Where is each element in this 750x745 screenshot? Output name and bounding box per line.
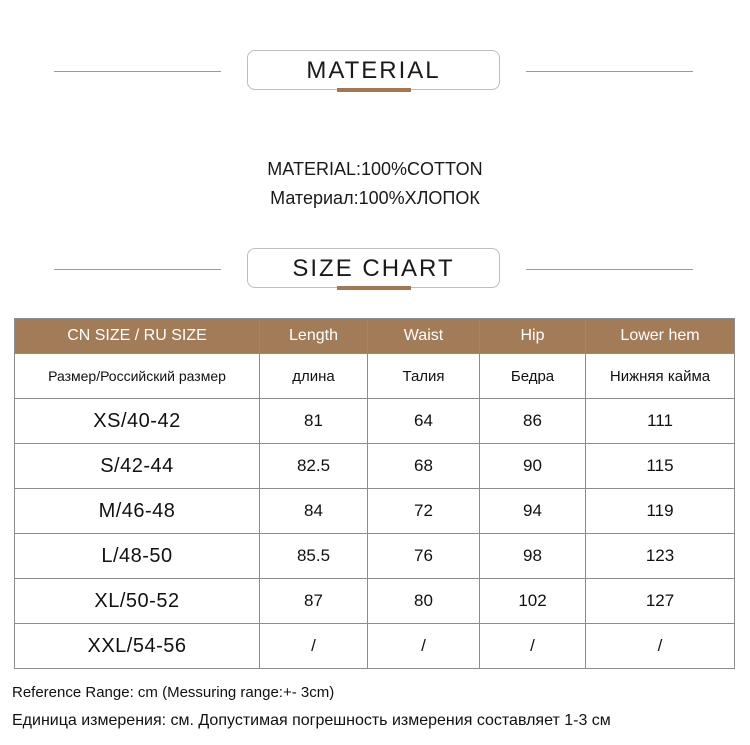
header-length: Length (260, 319, 368, 354)
waist-cell: 64 (368, 399, 480, 444)
header-lower-hem: Lower hem (586, 319, 735, 354)
size-cell: S/42-44 (15, 444, 260, 489)
table-row (15, 489, 735, 534)
lower-hem-cell: 111 (586, 399, 735, 444)
lower-hem-cell: 119 (586, 489, 735, 534)
header-waist: Waist (368, 319, 480, 354)
lower-hem-cell: 123 (586, 534, 735, 579)
material-ru: Материал:100%ХЛОПОК (270, 188, 480, 208)
title-underline (337, 88, 411, 92)
table-header-row (15, 319, 735, 354)
size-cell: XS/40-42 (15, 399, 260, 444)
ru-header-size: Размер/Российский размер (15, 354, 260, 399)
table-ru-header-row (15, 354, 735, 399)
ru-header-waist: Талия (368, 354, 480, 399)
waist-cell: 76 (368, 534, 480, 579)
size-chart-title: SIZE CHART (247, 248, 500, 288)
lower-hem-cell: 127 (586, 579, 735, 624)
ru-header-hip: Бедра (480, 354, 586, 399)
header-cn-ru-size: CN SIZE / RU SIZE (15, 319, 260, 354)
waist-cell: 80 (368, 579, 480, 624)
material-en: MATERIAL:100%COTTON (267, 159, 483, 179)
divider-right (526, 71, 693, 72)
divider-right (526, 269, 693, 270)
length-cell: / (260, 624, 368, 669)
material-title: MATERIAL (247, 50, 500, 90)
material-info (0, 155, 750, 213)
ru-header-lower-hem: Нижняя кайма (586, 354, 735, 399)
divider-left (54, 71, 221, 72)
title-underline (337, 286, 411, 290)
lower-hem-cell: / (586, 624, 735, 669)
table-row (15, 534, 735, 579)
hip-cell: / (480, 624, 586, 669)
lower-hem-cell: 115 (586, 444, 735, 489)
size-cell: M/46-48 (15, 489, 260, 534)
size-chart-section-header (0, 248, 750, 298)
size-cell: L/48-50 (15, 534, 260, 579)
hip-cell: 90 (480, 444, 586, 489)
size-cell: XL/50-52 (15, 579, 260, 624)
table-row (15, 444, 735, 489)
size-chart-table (14, 318, 735, 669)
hip-cell: 98 (480, 534, 586, 579)
length-cell: 84 (260, 489, 368, 534)
waist-cell: 72 (368, 489, 480, 534)
hip-cell: 102 (480, 579, 586, 624)
size-cell: XXL/54-56 (15, 624, 260, 669)
length-cell: 87 (260, 579, 368, 624)
waist-cell: 68 (368, 444, 480, 489)
hip-cell: 94 (480, 489, 586, 534)
table-row (15, 579, 735, 624)
table-row (15, 624, 735, 669)
ru-header-length: длина (260, 354, 368, 399)
header-hip: Hip (480, 319, 586, 354)
length-cell: 85.5 (260, 534, 368, 579)
reference-range-note: Reference Range: cm (Messuring range:+- 3cm) (12, 684, 335, 701)
material-section-header (0, 50, 750, 100)
divider-left (54, 269, 221, 270)
length-cell: 81 (260, 399, 368, 444)
hip-cell: 86 (480, 399, 586, 444)
length-cell: 82.5 (260, 444, 368, 489)
waist-cell: / (368, 624, 480, 669)
table-row (15, 399, 735, 444)
measurement-unit-note: Единица измерения: см. Допустимая погрешность измерения составляет 1-3 см (12, 712, 611, 729)
